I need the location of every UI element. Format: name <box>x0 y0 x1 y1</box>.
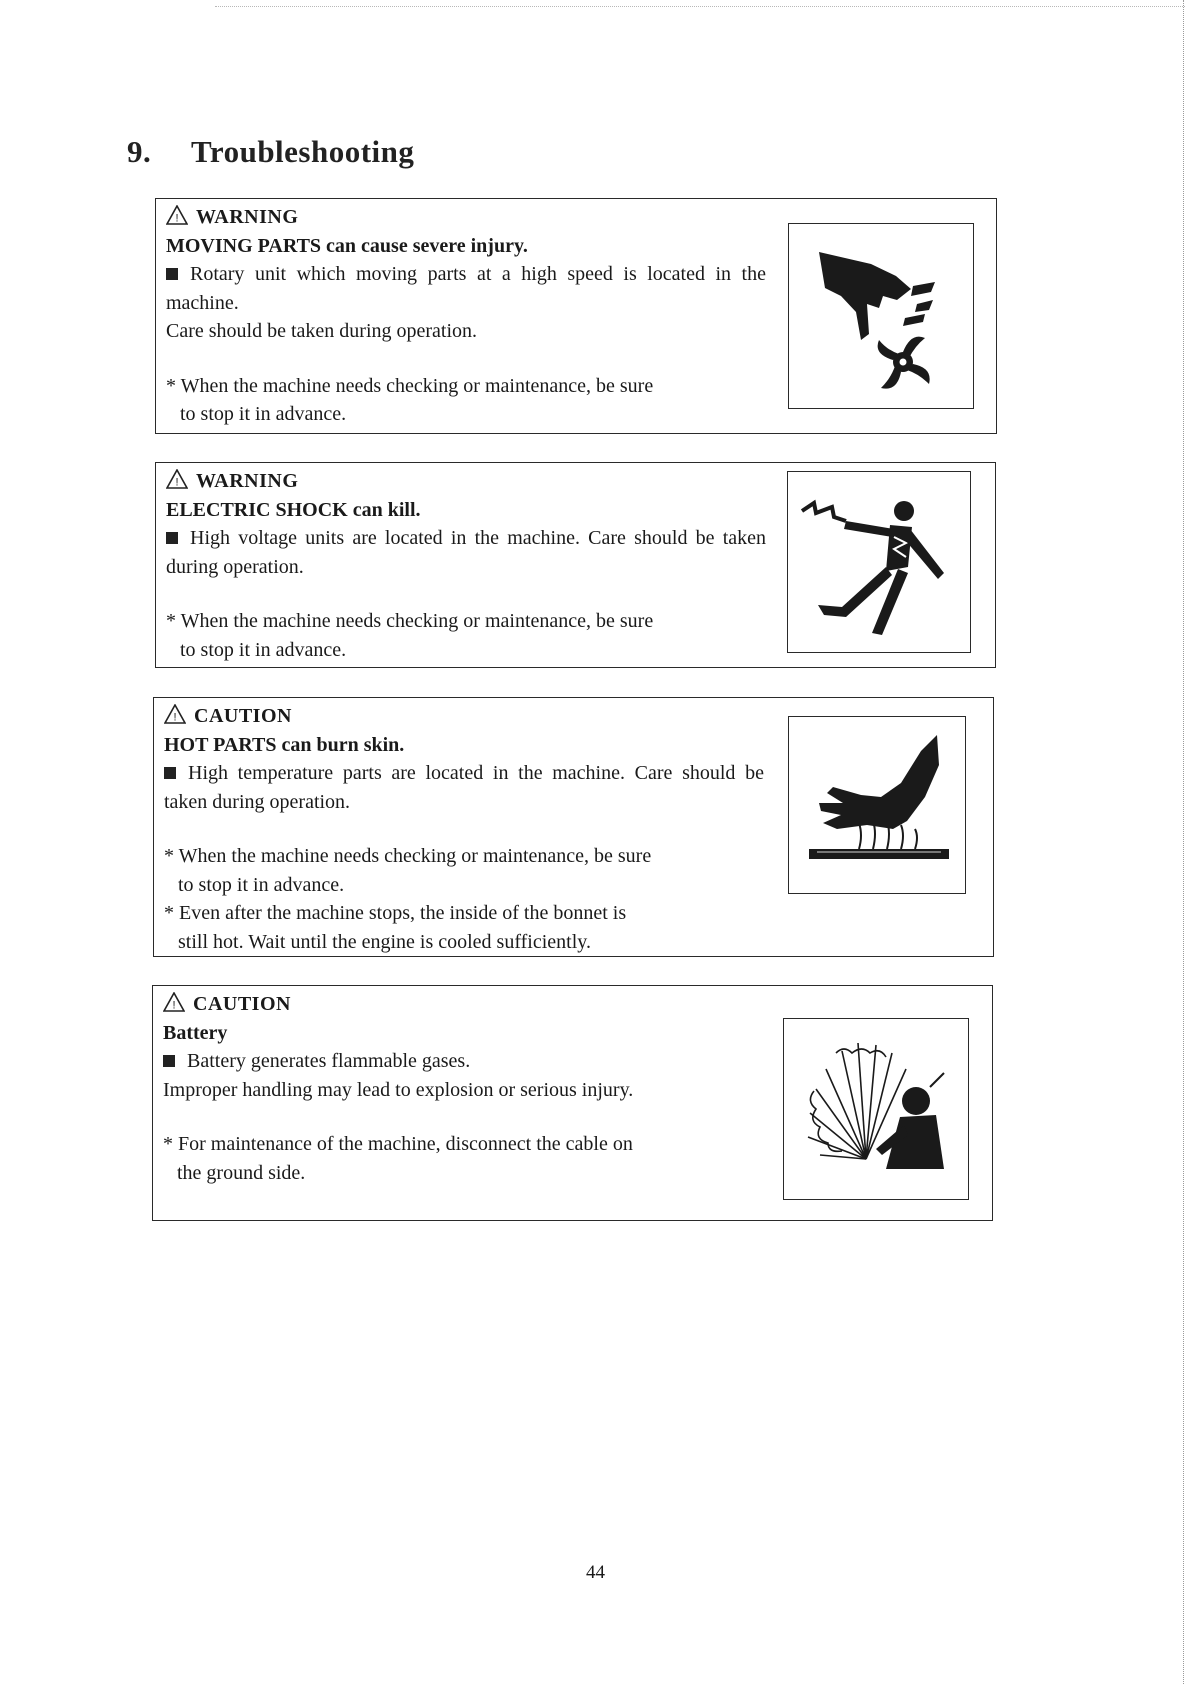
warning-triangle-icon <box>166 469 188 489</box>
maintenance-note-cont: to stop it in advance. <box>178 873 345 896</box>
hot-bonnet-note-cont: still hot. Wait until the engine is cooled sufficiently. <box>178 930 591 953</box>
hot-bonnet-note: * Even after the machine stops, the inside of the bonnet is <box>164 902 627 924</box>
svg-text:!: ! <box>175 476 179 489</box>
hot-surface-hand-icon <box>788 716 966 894</box>
svg-text:!: ! <box>175 212 179 225</box>
svg-text:!: ! <box>172 999 176 1012</box>
caution-label: CAUTION <box>194 705 292 727</box>
maintenance-note: * When the machine needs checking or maintenance, be sure <box>166 610 654 632</box>
hazard-subhead: Battery <box>163 1021 228 1044</box>
maintenance-note: * When the machine needs checking or maintenance, be sure <box>166 374 654 397</box>
maintenance-note: * For maintenance of the machine, disconnect the cable on <box>163 1133 633 1155</box>
caution-label: CAUTION <box>193 993 291 1015</box>
hazard-subhead: MOVING PARTS can cause severe injury. <box>166 234 528 257</box>
caution-box-hot-parts <box>153 697 994 957</box>
hazard-advice: Improper handling may lead to explosion or serious injury. <box>163 1078 634 1101</box>
scan-edge-top <box>215 6 1185 7</box>
warning-box-electric-shock <box>155 462 996 668</box>
maintenance-note: * When the machine needs checking or maintenance, be sure <box>164 845 652 867</box>
warning-box-moving-parts <box>155 198 997 434</box>
caution-box-battery <box>152 985 993 1221</box>
hazard-description: Rotary unit which moving parts at a high speed is located in the machine. <box>166 263 766 314</box>
maintenance-note-cont: to stop it in advance. <box>180 403 347 425</box>
maintenance-note-cont: to stop it in advance. <box>180 638 347 661</box>
square-bullet-icon <box>166 268 178 280</box>
caution-triangle-icon <box>163 992 185 1012</box>
scan-edge-right <box>1183 0 1184 1684</box>
section-number: 9. <box>127 134 152 169</box>
hazard-subhead: ELECTRIC SHOCK can kill. <box>166 498 421 521</box>
hazard-description: Battery generates flammable gases. <box>187 1050 471 1072</box>
warning-label: WARNING <box>196 470 299 492</box>
svg-text:!: ! <box>173 711 177 724</box>
section-title: Troubleshooting <box>191 134 415 169</box>
section-heading <box>127 134 414 170</box>
warning-triangle-icon <box>166 205 188 225</box>
square-bullet-icon <box>166 532 178 544</box>
battery-explosion-icon <box>783 1018 969 1200</box>
caution-triangle-icon <box>164 704 186 724</box>
warning-label: WARNING <box>196 206 299 228</box>
moving-parts-hand-fan-icon <box>788 223 974 409</box>
hazard-advice: Care should be taken during operation. <box>166 320 478 342</box>
electric-shock-person-icon <box>787 471 971 653</box>
page-number: 44 <box>586 1562 605 1583</box>
hazard-subhead: HOT PARTS can burn skin. <box>164 733 405 756</box>
hazard-description: High temperature parts are located in the machine. Care should be taken during operation. <box>164 762 764 813</box>
hazard-description: High voltage units are located in the machine. Care should be taken during operation. <box>166 527 766 578</box>
square-bullet-icon <box>164 767 176 779</box>
square-bullet-icon <box>163 1055 175 1067</box>
maintenance-note-cont: the ground side. <box>177 1161 306 1184</box>
